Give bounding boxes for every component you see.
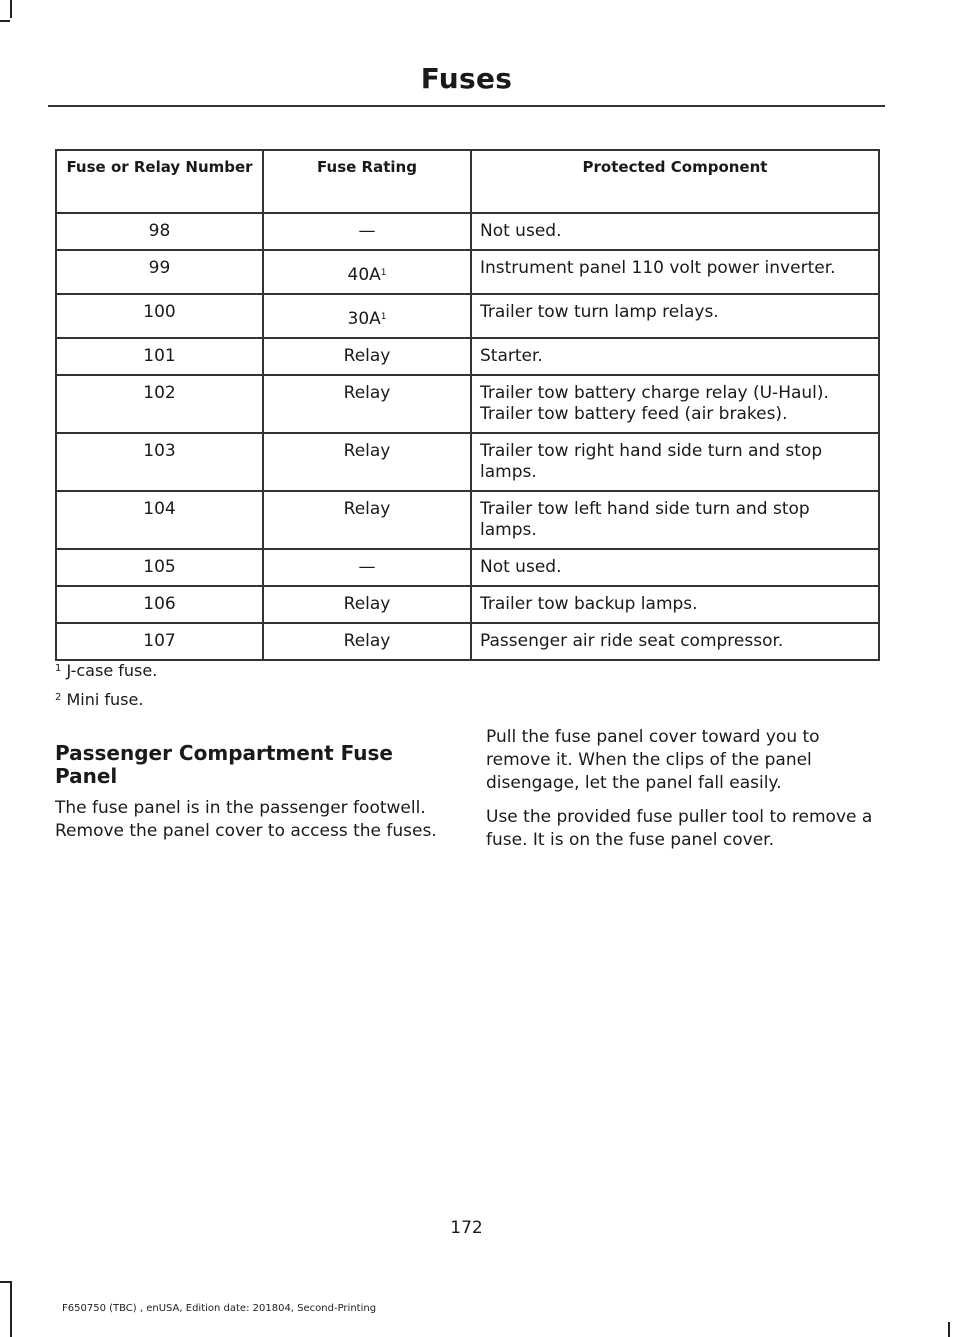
protected-component-cell: Trailer tow backup lamps. bbox=[471, 586, 879, 623]
edition-footer: F650750 (TBC) , enUSA, Edition date: 201804, Second-Printing bbox=[62, 1303, 377, 1314]
fuse-rating-value: 40A bbox=[347, 265, 381, 285]
footnote-reference: 1 bbox=[380, 268, 387, 278]
footnote bbox=[55, 685, 157, 714]
fuse-rating-value: — bbox=[358, 221, 376, 241]
title-divider bbox=[48, 105, 885, 107]
footnote bbox=[55, 656, 157, 685]
fuse-number-cell: 101 bbox=[56, 338, 263, 375]
protected-component-cell: Not used. bbox=[471, 549, 879, 586]
body-paragraph: Use the provided fuse puller tool to remove a fuse. It is on the fuse panel cover. bbox=[486, 807, 873, 850]
fuse-rating-cell bbox=[263, 375, 471, 433]
fuse-rating-value: 30A bbox=[347, 309, 381, 329]
protected-component-cell: Trailer tow left hand side turn and stop lamps. bbox=[471, 491, 879, 549]
fuse-rating-value: Relay bbox=[343, 594, 391, 614]
table-row bbox=[56, 623, 879, 660]
fuse-rating-cell bbox=[263, 213, 471, 250]
table-row bbox=[56, 491, 879, 549]
page-title: Fuses bbox=[420, 62, 513, 95]
fuse-rating-value: — bbox=[358, 557, 376, 577]
crop-mark-bottom-left-v bbox=[10, 1283, 12, 1337]
protected-component-cell: Instrument panel 110 volt power inverter. bbox=[471, 250, 879, 294]
protected-component-cell: Not used. bbox=[471, 213, 879, 250]
page-number: 172 bbox=[450, 1218, 483, 1238]
fuse-number-cell: 105 bbox=[56, 549, 263, 586]
protected-component-cell: Trailer tow battery charge relay (U-Haul). Trailer tow battery feed (air brakes). bbox=[471, 375, 879, 433]
fuse-rating-cell bbox=[263, 491, 471, 549]
fuse-rating-value: Relay bbox=[343, 631, 391, 651]
protected-component-cell: Trailer tow turn lamp relays. bbox=[471, 294, 879, 338]
footnote-text: J-case fuse. bbox=[61, 661, 158, 680]
fuse-rating-cell bbox=[263, 338, 471, 375]
fuse-number-cell: 100 bbox=[56, 294, 263, 338]
table-row bbox=[56, 375, 879, 433]
crop-mark-bottom-right-v bbox=[948, 1322, 950, 1337]
footnotes bbox=[55, 656, 157, 714]
fuse-rating-value: Relay bbox=[343, 441, 391, 461]
crop-mark-top-left-h bbox=[0, 20, 10, 22]
body-paragraph: Pull the fuse panel cover toward you to remove it. When the clips of the panel disengage, let the panel fall easily. bbox=[486, 727, 820, 793]
protected-component-cell: Trailer tow right hand side turn and stop lamps. bbox=[471, 433, 879, 491]
table-body bbox=[56, 213, 879, 660]
fuse-number-cell: 102 bbox=[56, 375, 263, 433]
fuse-rating-cell bbox=[263, 250, 471, 294]
protected-component-cell: Passenger air ride seat compressor. bbox=[471, 623, 879, 660]
fuse-rating-cell bbox=[263, 433, 471, 491]
fuse-number-cell: 103 bbox=[56, 433, 263, 491]
fuse-number-cell: 98 bbox=[56, 213, 263, 250]
column-header-number: Fuse or Relay Number bbox=[56, 150, 263, 213]
fuse-number-cell: 106 bbox=[56, 586, 263, 623]
fuse-rating-value: Relay bbox=[343, 499, 391, 519]
column-header-component: Protected Component bbox=[471, 150, 879, 213]
footnote-text: Mini fuse. bbox=[61, 690, 144, 709]
fuse-rating-cell bbox=[263, 623, 471, 660]
crop-mark-top-left-v bbox=[10, 0, 12, 18]
fuse-rating-cell bbox=[263, 549, 471, 586]
table-header-row bbox=[56, 150, 879, 213]
fuse-rating-value: Relay bbox=[343, 383, 391, 403]
protected-component-cell: Starter. bbox=[471, 338, 879, 375]
footnote-mark: 2 bbox=[55, 692, 62, 703]
fuse-number-cell: 99 bbox=[56, 250, 263, 294]
table-row bbox=[56, 338, 879, 375]
footnote-mark: 1 bbox=[55, 663, 62, 674]
table-row bbox=[56, 250, 879, 294]
fuse-rating-value: Relay bbox=[343, 346, 391, 366]
fuse-number-cell: 104 bbox=[56, 491, 263, 549]
table-row bbox=[56, 549, 879, 586]
table-row bbox=[56, 213, 879, 250]
footnote-reference: 1 bbox=[380, 312, 387, 322]
body-paragraph: The fuse panel is in the passenger footwell. Remove the panel cover to access the fuses. bbox=[55, 798, 437, 841]
fuse-table bbox=[55, 149, 880, 661]
column-header-rating: Fuse Rating bbox=[263, 150, 471, 213]
table-row bbox=[56, 294, 879, 338]
fuse-rating-cell bbox=[263, 294, 471, 338]
fuse-number-cell: 107 bbox=[56, 623, 263, 660]
crop-mark-bottom-left-h bbox=[0, 1281, 12, 1283]
right-column bbox=[486, 726, 881, 863]
section-heading: Passenger Compartment Fuse Panel bbox=[55, 741, 393, 788]
table-row bbox=[56, 433, 879, 491]
fuse-rating-cell bbox=[263, 586, 471, 623]
table-row bbox=[56, 586, 879, 623]
